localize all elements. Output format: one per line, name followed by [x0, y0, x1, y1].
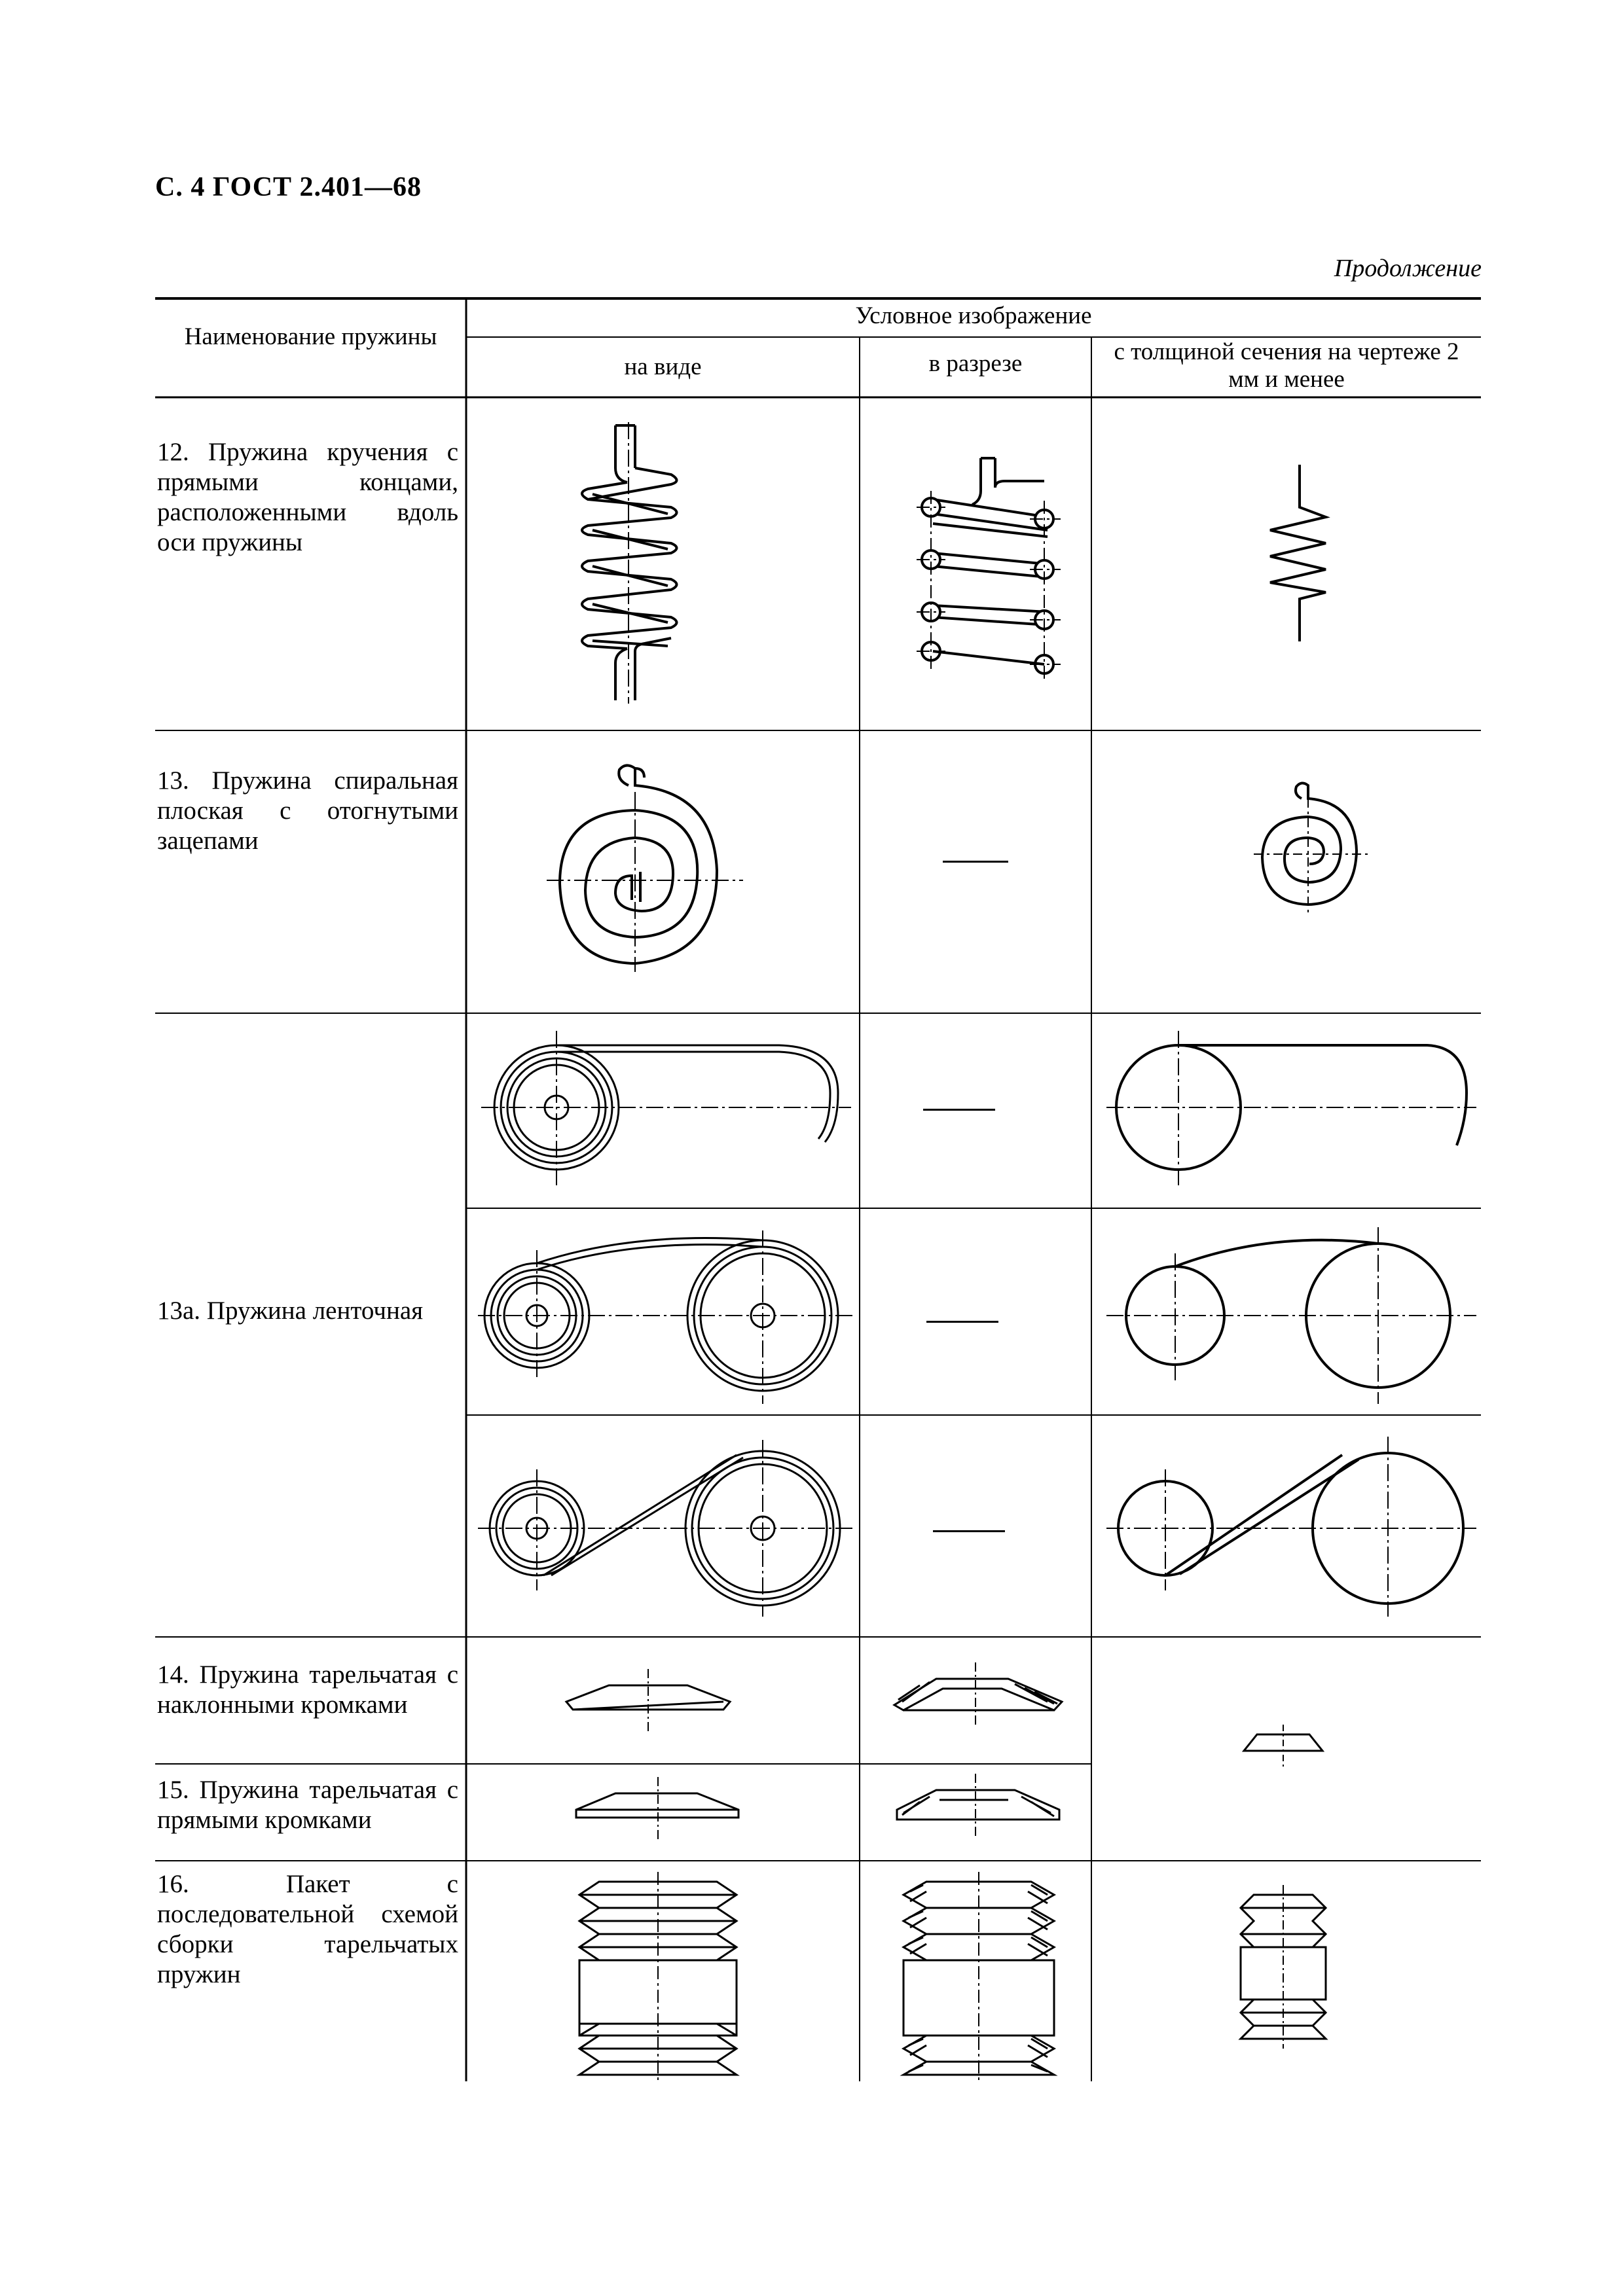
header-spring-name: Наименование пружины: [184, 323, 437, 350]
row-13a-2-section-dash: [926, 1321, 998, 1323]
band-spring-view-drawing-1: [471, 1028, 858, 1198]
disc-spring-inclined-view-drawing: [563, 1662, 733, 1734]
spiral-spring-view-drawing: [543, 759, 746, 975]
row-13a-name: 13а. Пружина ленточная: [157, 1297, 424, 1325]
torsion-spring-thin-drawing: [1260, 465, 1345, 641]
disc-spring-stack-view-drawing: [563, 1872, 753, 2081]
header-thin-section: с толщиной сечения на чертеже 2 мм и менее: [1114, 338, 1459, 393]
disc-spring-stack-section-drawing: [890, 1872, 1067, 2081]
row-13a-1-section-dash: [923, 1109, 995, 1111]
row-15-name: 15. Пружина тарельчатая с прямыми кромками: [157, 1776, 458, 1834]
page-header: С. 4 ГОСТ 2.401—68: [155, 172, 422, 202]
band-spring-thin-drawing-2: [1100, 1217, 1480, 1407]
row-13-section-dash: [943, 861, 1008, 863]
band-spring-thin-drawing-1: [1100, 1028, 1480, 1198]
disc-spring-straight-view-drawing: [570, 1770, 746, 1842]
disc-spring-stack-thin-drawing: [1231, 1885, 1336, 2049]
torsion-spring-view-drawing: [556, 422, 701, 704]
disc-spring-thin-drawing: [1231, 1721, 1336, 1774]
header-section: в разрезе: [928, 350, 1023, 377]
header-view: на виде: [624, 353, 702, 380]
row-12-name: 12. Пружина кручения с прямыми концами, расположенными вдоль оси пружины: [157, 438, 458, 556]
row-13-name: 13. Пружина спиральная плоская с отогнутыми зацепами: [157, 766, 458, 855]
continuation-label: Продолжение: [1334, 255, 1482, 282]
band-spring-thin-drawing-3: [1100, 1424, 1480, 1620]
disc-spring-inclined-section-drawing: [890, 1659, 1067, 1731]
disc-spring-straight-section-drawing: [890, 1770, 1067, 1842]
torsion-spring-section-drawing: [910, 455, 1074, 691]
band-spring-view-drawing-2: [471, 1217, 858, 1407]
band-spring-view-drawing-3: [471, 1424, 858, 1620]
spiral-spring-thin-drawing: [1244, 772, 1375, 916]
row-14-name: 14. Пружина тарельчатая с наклонными кромками: [157, 1660, 458, 1719]
row-13a-3-section-dash: [933, 1530, 1005, 1532]
row-16-name: 16. Пакет с последовательной схемой сборки тарельчатых пружин: [157, 1870, 458, 1988]
header-conditional-image: Условное изображение: [855, 302, 1092, 329]
